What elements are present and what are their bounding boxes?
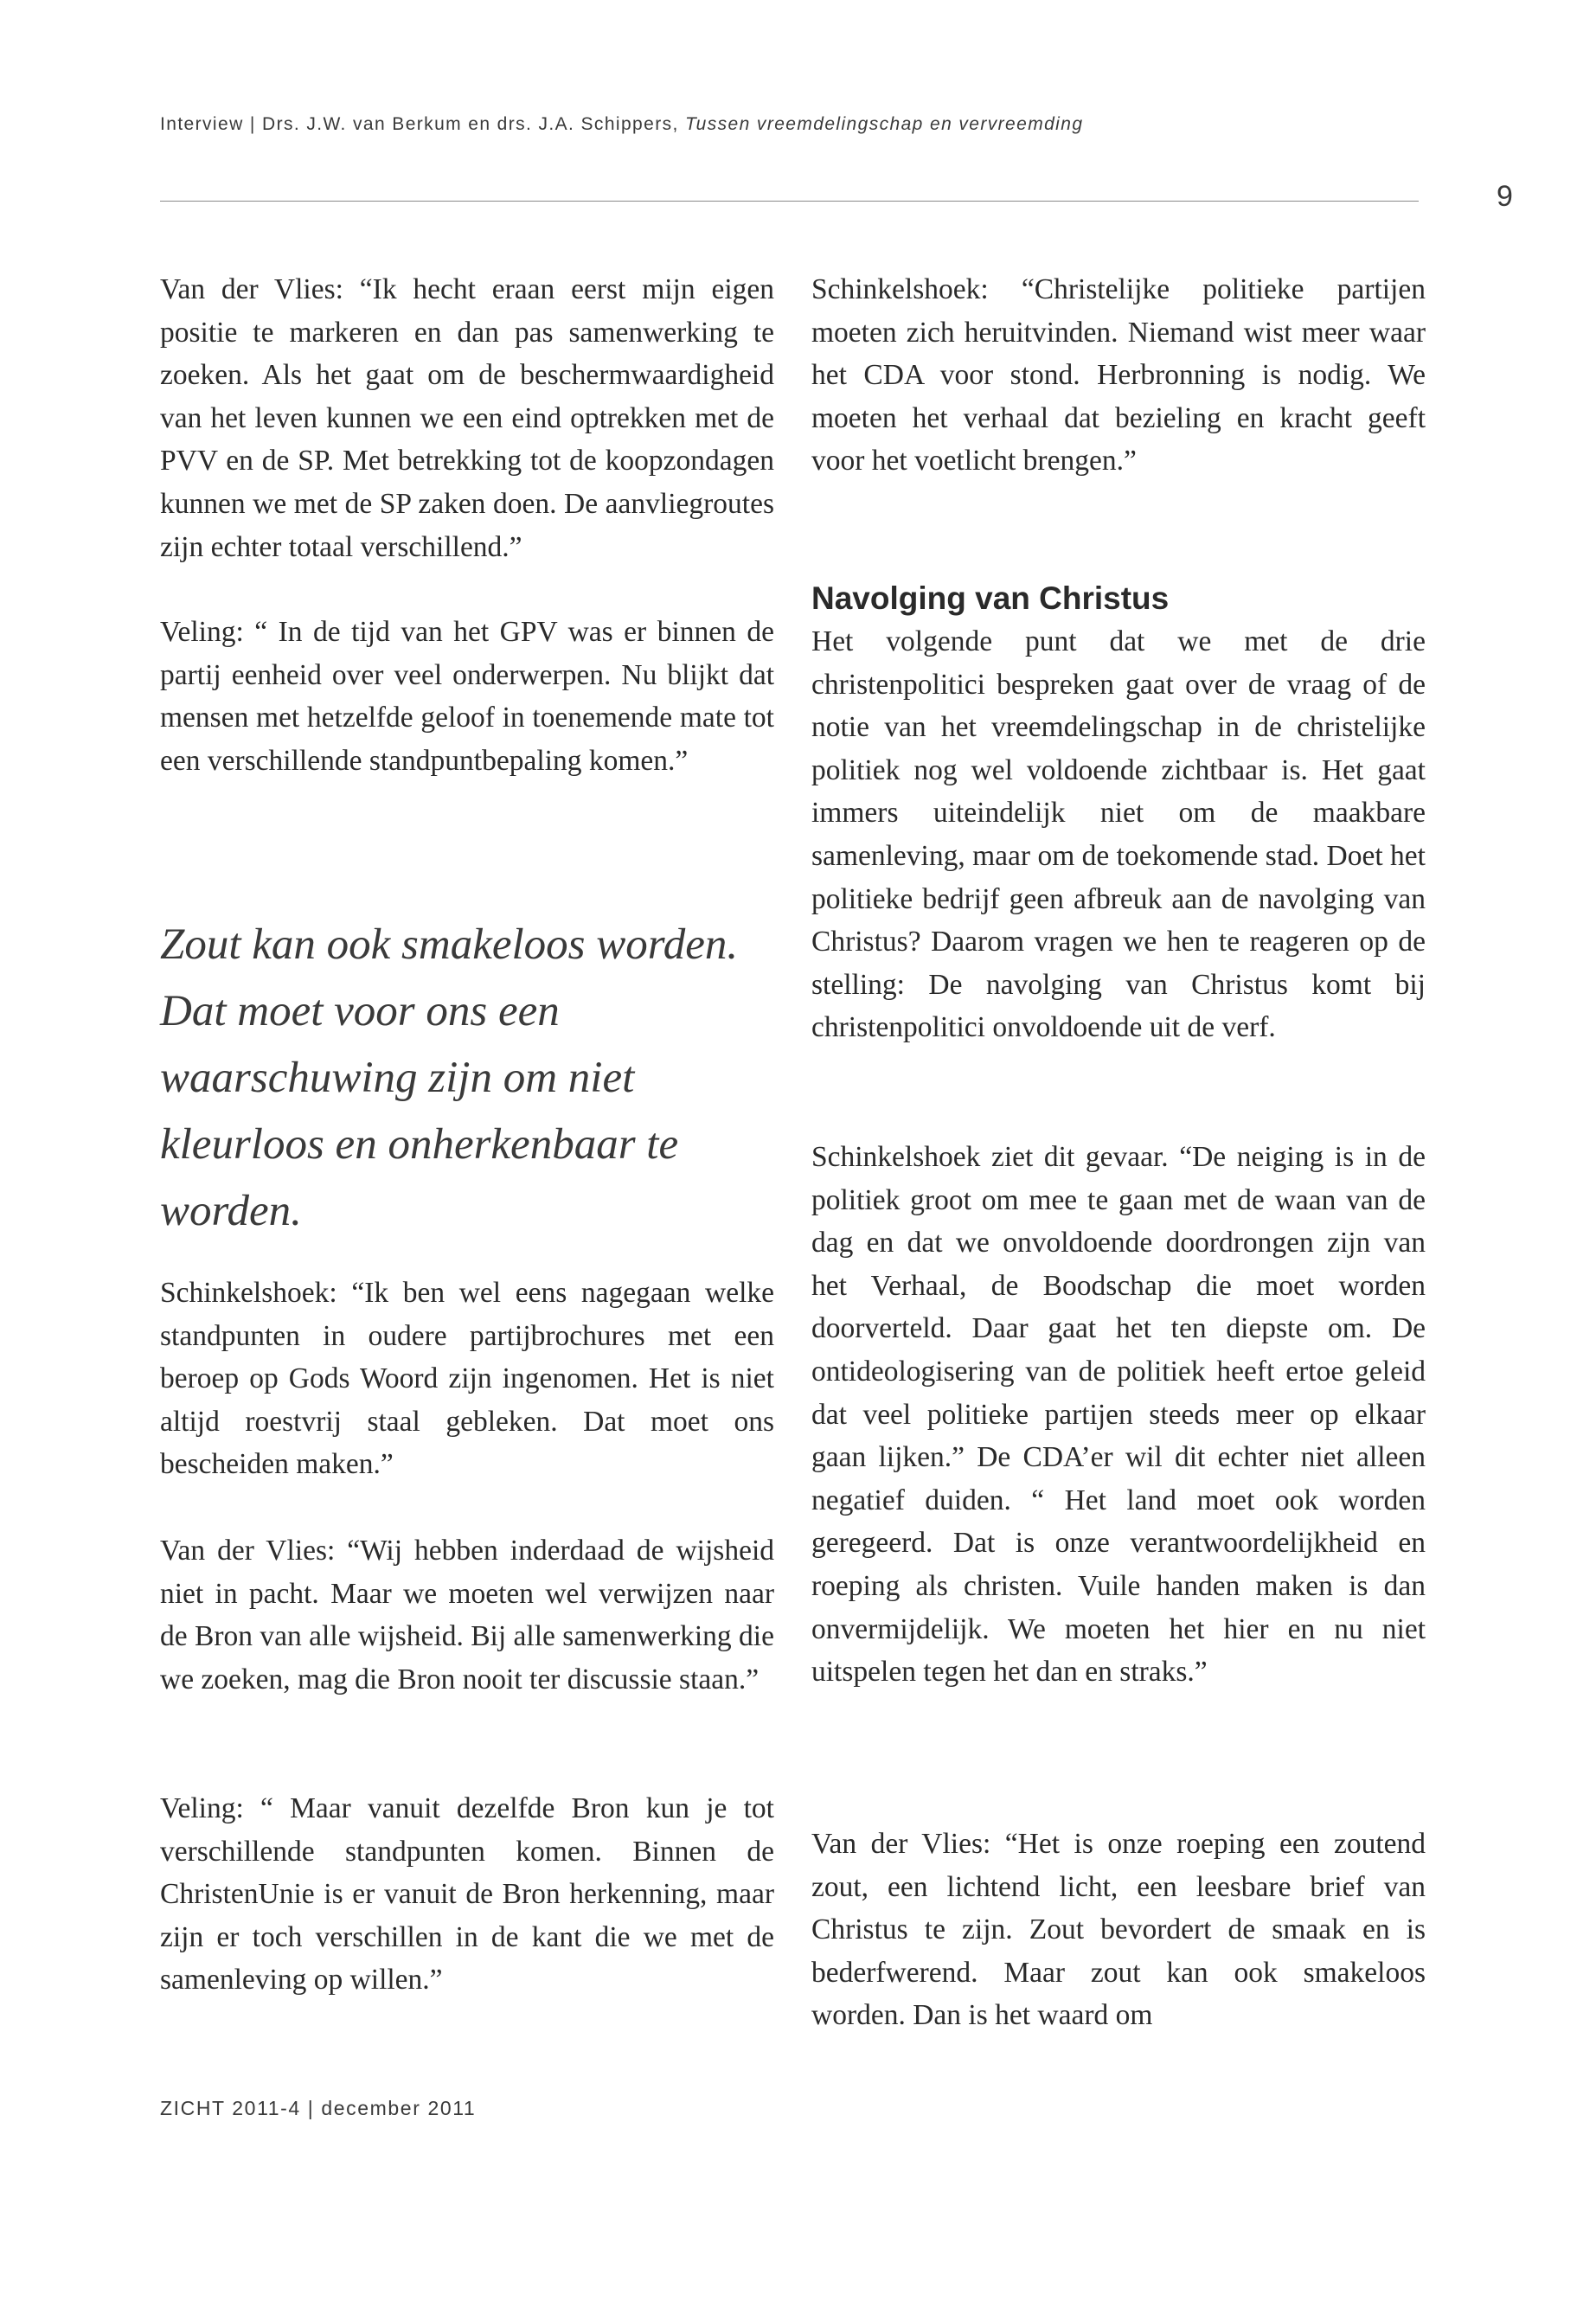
page-number: 9	[1497, 180, 1513, 213]
footer-journal: ZICHT 2011-4	[160, 2097, 301, 2119]
left-column	[160, 268, 774, 2002]
paragraph-schinkelshoek-3: Schinkelshoek ziet dit gevaar. “De neiging is in de politiek groot om mee te gaan met de waan van de dag en dat we onvoldoende doordrongen zijn van het Verhaal, de Boodschap die moet worden doorverteld. Daar gaat het ten diepste om. De ontideologisering van de politiek heeft ertoe geleid dat veel politieke partijen steeds meer op elkaar gaan lijken.” De CDA’er wil dit echter niet alleen negatief duiden. “ Het land moet ook worden geregeerd. Dat is onze verantwoordelijkheid en roeping als christen. Vuile handen maken is dan onvermijdelijk. We moeten het hier en nu niet uitspelen tegen het dan en straks.”	[811, 1141, 1426, 1689]
paragraph-schinkelshoek-2: Schinkelshoek: “Christelijke politieke partijen moeten zich heruitvinden. Niemand wist meer waar het CDA voor stond. Herbronning is nodig. We moeten het verhaal dat bezieling en kracht geeft voor het voetlicht brengen.”	[811, 273, 1426, 478]
footer	[160, 2097, 476, 2120]
paragraph-navolging-intro: Het volgende punt dat we met de drie christenpolitici bespreken gaat over de vraag of de notie van het vreemdelingschap in de christelijke politiek nog wel voldoende zichtbaar is. Het gaat immers uiteindelijk niet om de maakbare samenleving, maar om de toekomende stad. Doet het politieke bedrijf geen afbreuk aan de navolging van Christus? Daarom vragen we hen te reageren op de stelling: De navolging van Christus komt bij christenpolitici onvoldoende uit de verf.	[811, 625, 1426, 1044]
paragraph-veling-1: Veling: “ In de tijd van het GPV was er binnen de partij eenheid over veel onderwerpen. Nu blijkt dat mensen met hetzelfde geloof in toenemende mate tot een verschillende standpuntbepaling komen.”	[160, 616, 774, 777]
header-authors: Drs. J.W. van Berkum en drs. J.A. Schippers,	[262, 114, 679, 134]
paragraph-veling-2: Veling: “ Maar vanuit dezelfde Bron kun je tot verschillende standpunten komen. Binnen de ChristenUnie is er vanuit de Bron herkenning, maar zijn er toch verschillen in de kant die we met de samenleving op willen.”	[160, 1792, 774, 1997]
running-head	[160, 114, 1083, 135]
header-rule	[160, 201, 1419, 202]
right-column	[811, 268, 1426, 2037]
paragraph-van-der-vlies-3: Van der Vlies: “Het is onze roeping een zoutend zout, een lichtend licht, een leesbare brief van Christus te zijn. Zout bevordert de smaak en is bederfwerend. Maar zout kan ook smakeloos worden. Dan is het waard om	[811, 1828, 1426, 2032]
header-section: Interview	[160, 114, 244, 134]
pull-quote: Zout kan ook smakeloos worden. Dat moet voor ons een waarschuwing zijn om niet kleurloos en onherkenbaar te worden.	[160, 920, 739, 1235]
paragraph-van-der-vlies-2: Van der Vlies: “Wij hebben inderdaad de wijsheid niet in pacht. Maar we moeten wel verwijzen naar de Bron van alle wijsheid. Bij alle samenwerking die we zoeken, mag die Bron nooit ter discussie staan.”	[160, 1535, 774, 1695]
paragraph-van-der-vlies-1: Van der Vlies: “Ik hecht eraan eerst mijn eigen positie te markeren en dan pas samenwerking te zoeken. Als het gaat om de beschermwaardigheid van het leven kunnen we een eind optrekken met de PVV en de SP. Met betrekking tot de koopzondagen kunnen we met de SP zaken doen. De aanvliegroutes zijn echter totaal verschillend.”	[160, 273, 774, 563]
header-separator: |	[249, 114, 256, 134]
section-heading: Navolging van Christus	[811, 580, 1170, 616]
header-article-title: Tussen vreemdelingschap en vervreemding	[684, 114, 1084, 134]
footer-separator: |	[307, 2097, 315, 2119]
footer-date: december 2011	[321, 2097, 477, 2119]
paragraph-schinkelshoek-1: Schinkelshoek: “Ik ben wel eens nagegaan welke standpunten in oudere partijbrochures met een beroep op Gods Woord zijn ingenomen. Het is niet altijd roestvrij staal gebleken. Dat moet ons bescheiden maken.”	[160, 1277, 774, 1481]
